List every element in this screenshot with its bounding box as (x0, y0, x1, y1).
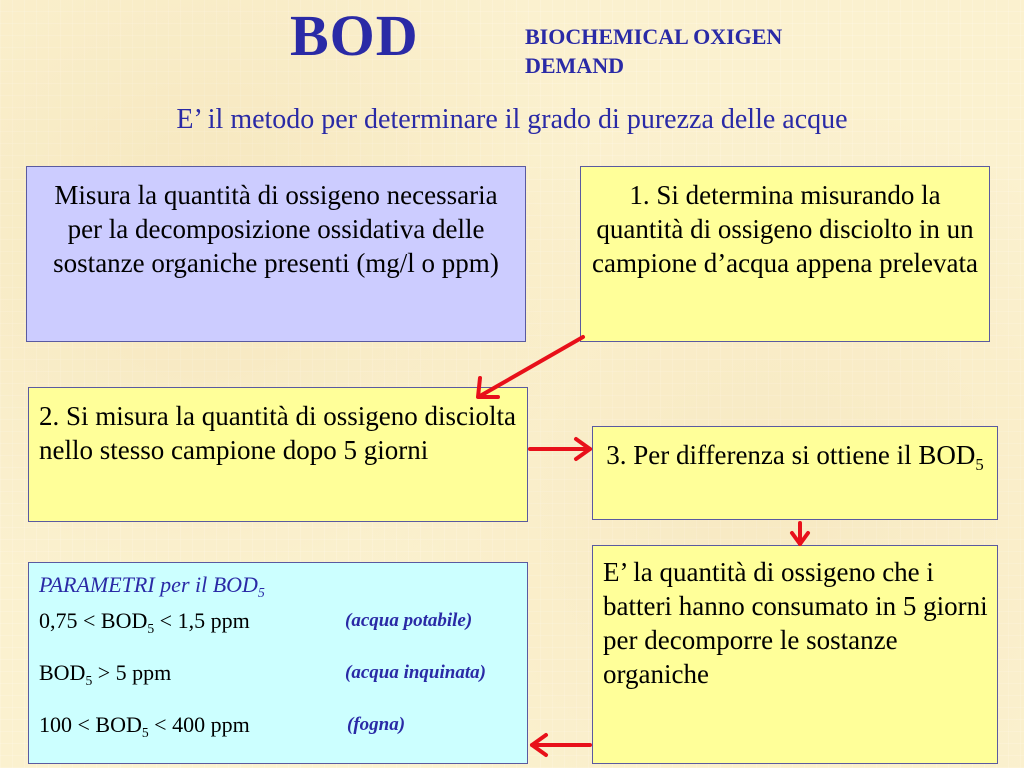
step3-text: 3. Per differenza si ottiene il BOD (606, 440, 976, 470)
parameter-range-subscript: 5 (147, 620, 155, 636)
parameter-note: (acqua potabile) (345, 610, 473, 631)
parameter-note: (acqua inquinata) (345, 662, 486, 683)
parameter-range-pre: 100 < BOD (39, 712, 142, 737)
parameter-range-pre: BOD (39, 660, 86, 685)
arrow-step1-to-step2 (480, 337, 583, 396)
step3-subscript: 5 (975, 454, 984, 474)
page-description: E’ il metodo per determinare il grado di purezza delle acque (176, 104, 848, 135)
parameter-range-post: > 5 ppm (92, 660, 172, 685)
parameter-range-subscript: 5 (141, 724, 149, 740)
explanation-text: E’ la quantità di ossigeno che i batteri hanno consumato in 5 giorni per decomporre le sostanze organiche (603, 557, 988, 689)
definition-text: Misura la quantità di ossigeno necessaria per la decomposizione ossidativa delle sostanze organiche presenti (mg/l o ppm) (53, 180, 499, 278)
page-subtitle: BIOCHEMICAL OXIGEN DEMAND (525, 24, 783, 78)
parameter-range-pre: 0,75 < BOD (39, 608, 148, 633)
step2-text: 2. Si misura la quantità di ossigeno disciolta nello stesso campione dopo 5 giorni (39, 401, 516, 465)
parameters-heading-subscript: 5 (257, 584, 265, 600)
parameters-heading-text: PARAMETRI per il BOD (39, 572, 258, 597)
page-title: BOD (290, 3, 419, 68)
parameter-range-post: < 400 ppm (148, 712, 250, 737)
step1-text: 1. Si determina misurando la quantità di ossigeno disciolto in un campione d’acqua appena prelevata (591, 180, 979, 278)
parameter-range-subscript: 5 (85, 672, 93, 688)
parameter-note: (fogna) (347, 714, 406, 735)
parameter-range-post: < 1,5 ppm (154, 608, 250, 633)
